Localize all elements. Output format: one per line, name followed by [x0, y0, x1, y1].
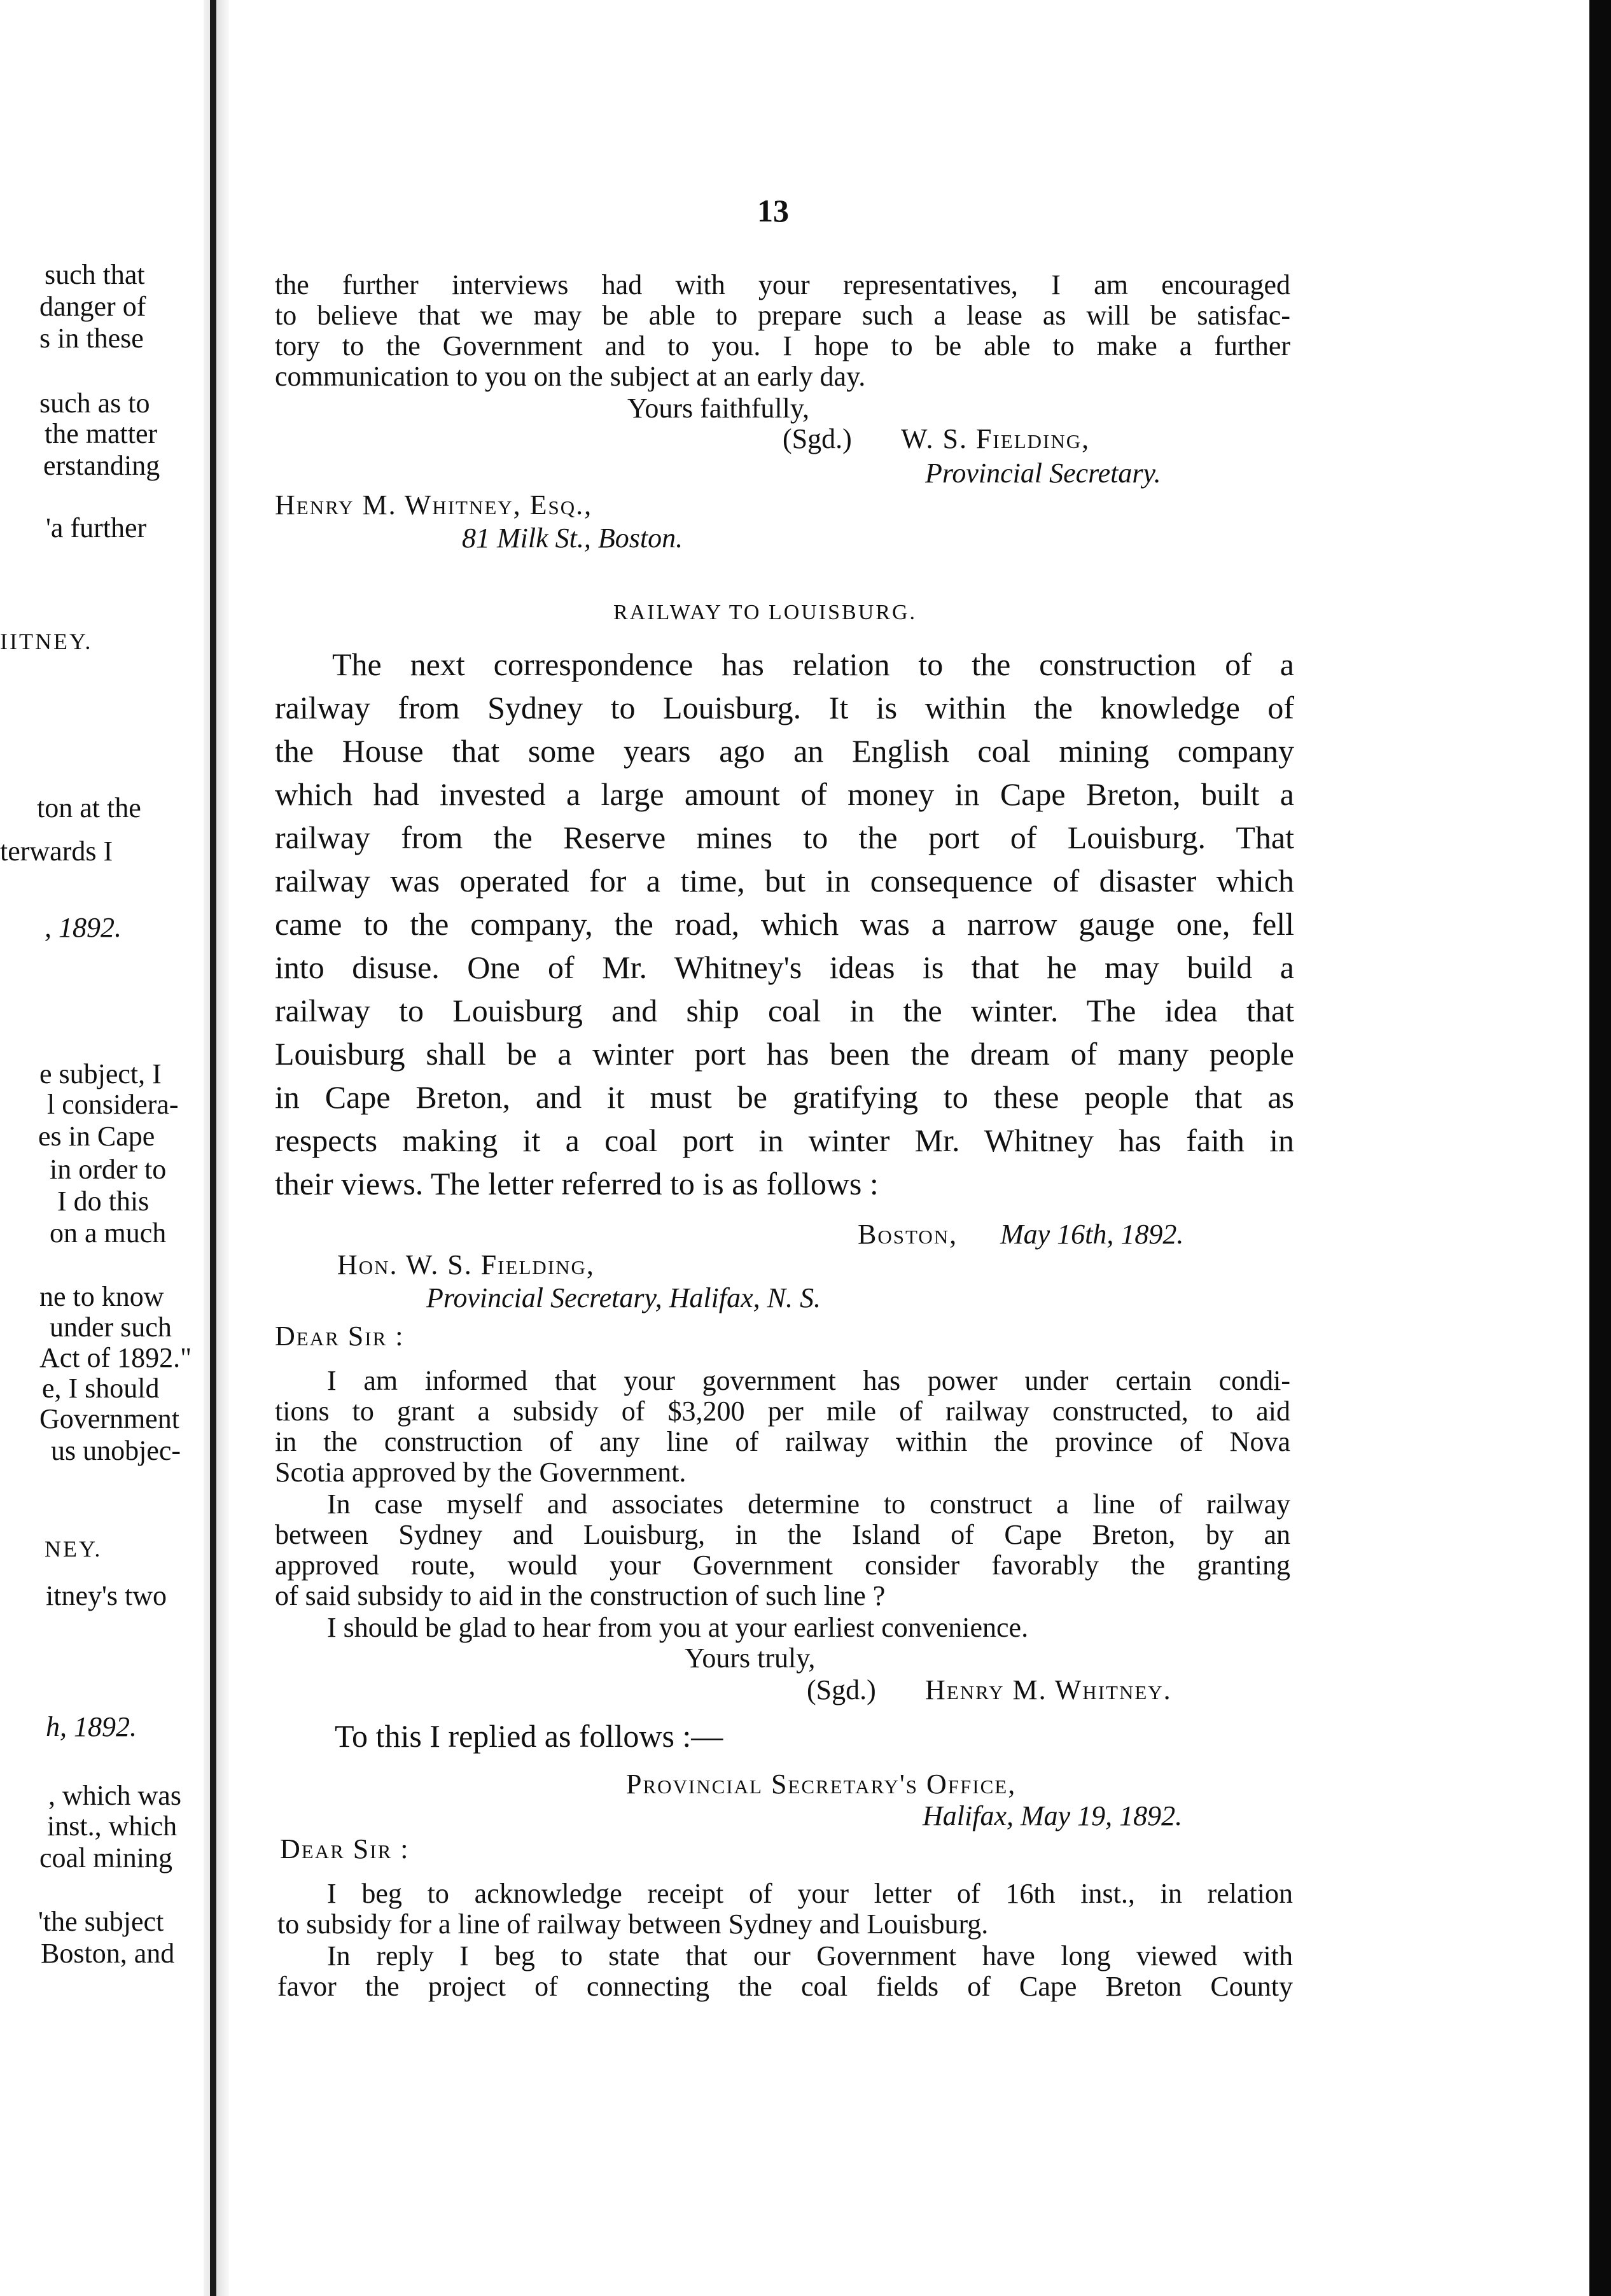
sgd-mark: (Sgd.)	[807, 1674, 876, 1705]
letter-line: In case myself and associates determine to construct a line of railway	[327, 1488, 1290, 1520]
salutation: Dear Sir :	[280, 1833, 410, 1865]
fragment-line: danger of	[39, 291, 146, 322]
address: Provincial Secretary, Halifax, N. S.	[426, 1282, 821, 1313]
letter-date: May 16th, 1892.	[1000, 1219, 1184, 1250]
letter-line: between Sydney and Louisburg, in the Island of Cape Breton, by an	[275, 1519, 1290, 1550]
fragment-line: us unobjec-	[51, 1435, 181, 1466]
gutter-shadow	[204, 0, 229, 2296]
salutation: Dear Sir :	[275, 1320, 405, 1352]
fragment-line: s in these	[39, 323, 144, 354]
narrative-line: railway from Sydney to Louisburg. It is within the knowledge of	[275, 690, 1294, 725]
letter-line: tions to grant a subsidy of $3,200 per mile of railway constructed, to aid	[275, 1396, 1290, 1427]
letter-line: In reply I beg to state that our Government have long viewed with	[327, 1940, 1293, 1971]
fragment-line: erstanding	[43, 450, 160, 481]
reply-intro: To this I replied as follows :—	[335, 1718, 723, 1754]
office-heading: Provincial Secretary's Office,	[626, 1768, 1017, 1800]
fragment-line: , 1892.	[45, 912, 122, 943]
narrative-line: The next correspondence has relation to the construction of a	[332, 647, 1294, 682]
page-number: 13	[757, 193, 789, 228]
narrative-line: in Cape Breton, and it must be gratifying to these people that as	[275, 1079, 1294, 1115]
fragment-line: in order to	[50, 1154, 167, 1185]
narrative-line: railway to Louisburg and ship coal in the winter. The idea that	[275, 993, 1294, 1028]
fragment-line: e, I should	[42, 1373, 160, 1404]
fragment-line: Act of 1892."	[39, 1342, 192, 1373]
narrative-line: railway was operated for a time, but in consequence of disaster which	[275, 863, 1294, 899]
narrative-line: their views. The letter referred to is as follows :	[275, 1166, 879, 1201]
letter-line: approved route, would your Government consider favorably the granting	[275, 1550, 1290, 1581]
narrative-line: respects making it a coal port in winter Mr. Whitney has faith in	[275, 1123, 1294, 1158]
opening-line: communication to you on the subject at an early day.	[275, 361, 866, 392]
fragment-line: l considera-	[47, 1089, 179, 1120]
letter-line: I should be glad to hear from you at your earliest convenience.	[327, 1612, 1029, 1643]
fragment-line: under such	[50, 1312, 172, 1343]
addressee: Henry M. Whitney, Esq.,	[275, 489, 593, 521]
fragment-line: Boston, and	[41, 1938, 175, 1969]
closing: Yours faithfully,	[627, 393, 810, 424]
address: 81 Milk St., Boston.	[462, 522, 683, 554]
place-date: Halifax, May 19, 1892.	[923, 1800, 1183, 1831]
closing: Yours truly,	[685, 1642, 816, 1674]
letter-line: of said subsidy to aid in the construction of such line ?	[275, 1580, 886, 1611]
narrative-line: came to the company, the road, which was a narrow gauge one, fell	[275, 906, 1294, 942]
fragment-line: , which was	[48, 1780, 181, 1811]
signer-name: W. S. Fielding,	[901, 423, 1091, 454]
fragment-line: Government	[39, 1403, 179, 1434]
section-heading: RAILWAY TO LOUISBURG.	[613, 601, 917, 624]
letter-line: to subsidy for a line of railway between Sydney and Louisburg.	[277, 1908, 989, 1940]
signer-name: Henry M. Whitney.	[925, 1674, 1172, 1705]
fragment-line: h, 1892.	[46, 1711, 137, 1742]
scan-edge	[1589, 0, 1611, 2296]
fragment-line: es in Cape	[38, 1121, 155, 1152]
letter-line: Scotia approved by the Government.	[275, 1457, 687, 1488]
letter-line: I am informed that your government has power under certain condi-	[327, 1365, 1290, 1396]
opening-line: the further interviews had with your representatives, I am encouraged	[275, 269, 1290, 300]
letter-line: I beg to acknowledge receipt of your letter of 16th inst., in relation	[327, 1878, 1293, 1909]
fragment-line: the matter	[45, 418, 158, 449]
fragment-line: NEY.	[45, 1536, 102, 1562]
fragment-line: itney's two	[46, 1580, 167, 1611]
fragment-line: such that	[45, 259, 145, 290]
signer-title: Provincial Secretary.	[925, 458, 1161, 489]
opening-line: to believe that we may be able to prepare such a lease as will be satisfac-	[275, 300, 1290, 331]
letter-line: favor the project of connecting the coal fields of Cape Breton County	[277, 1971, 1293, 2002]
fragment-line: inst., which	[47, 1810, 178, 1842]
fragment-line: 'the subject	[38, 1906, 164, 1937]
previous-page-fragment	[0, 0, 209, 2296]
fragment-line: such as to	[39, 388, 150, 419]
narrative-line: the House that some years ago an English coal mining company	[275, 733, 1294, 769]
letter-place: Boston,	[858, 1219, 958, 1250]
opening-line: tory to the Government and to you. I hope to be able to make a further	[275, 330, 1290, 361]
fragment-line: terwards I	[0, 836, 113, 867]
book-gutter	[210, 0, 216, 2296]
narrative-line: into disuse. One of Mr. Whitney's ideas is that he may build a	[275, 949, 1294, 985]
fragment-line: 'a further	[46, 512, 147, 543]
fragment-line: ne to know	[39, 1281, 164, 1312]
narrative-line: railway from the Reserve mines to the port of Louisburg. That	[275, 820, 1294, 855]
addressee: Hon. W. S. Fielding,	[337, 1249, 595, 1280]
fragment-line: I do this	[57, 1186, 150, 1217]
page-13	[229, 0, 1584, 2296]
fragment-line: on a much	[50, 1217, 167, 1249]
fragment-line: e subject, I	[39, 1058, 162, 1089]
narrative-line: which had invested a large amount of money in Cape Breton, built a	[275, 776, 1294, 812]
narrative-line: Louisburg shall be a winter port has been the dream of many people	[275, 1036, 1294, 1072]
sgd-mark: (Sgd.)	[783, 423, 852, 454]
fragment-line: ton at the	[37, 792, 141, 823]
fragment-line: IITNEY.	[0, 629, 93, 654]
fragment-line: coal mining	[39, 1842, 172, 1873]
letter-line: in the construction of any line of railway within the province of Nova	[275, 1426, 1290, 1457]
